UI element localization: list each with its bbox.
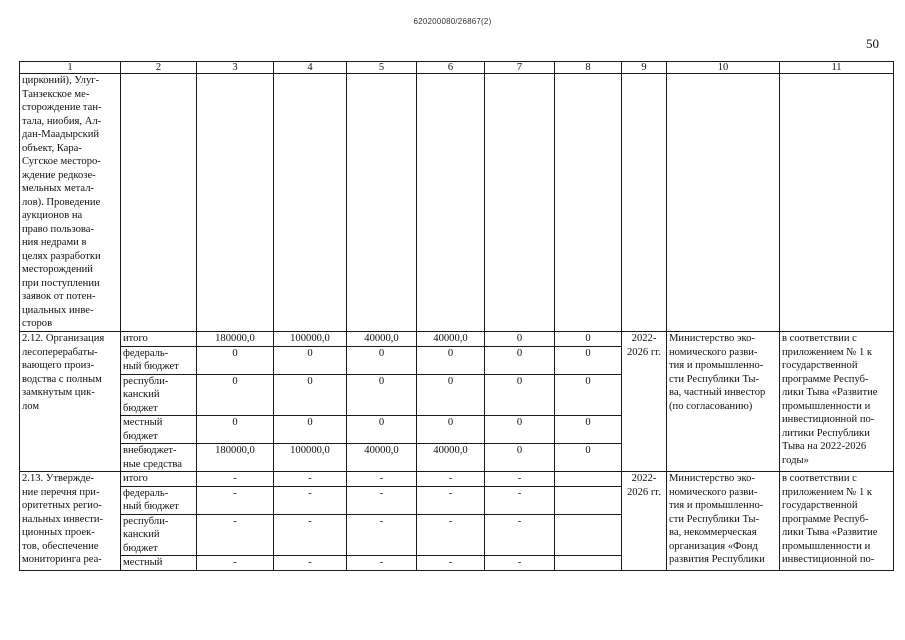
column-number: 10 [667,62,780,74]
value-cell: 40000,0 [347,332,417,347]
value-cell: - [485,556,555,571]
value-cell: 180000,0 [197,332,274,347]
value-cell: - [274,514,347,556]
funding-source: итого [121,332,197,347]
value-cell: 0 [197,416,274,444]
funding-source: местный [121,556,197,571]
value-cell: - [485,472,555,487]
value-cell: 0 [555,416,622,444]
value-cell: - [197,514,274,556]
measure-name-2-12: 2.12. Организация лесоперерабаты- вающего произ- водства с полным замкнутым цик- лом [20,332,121,472]
program-table [19,61,894,571]
value-cell: 0 [485,444,555,472]
value-cell: - [197,486,274,514]
value-cell: 0 [347,416,417,444]
funding-source: республи- канский бюджет [121,374,197,416]
executor-2-13: Министерство эко- номического разви- тия и промышленно- сти Республики Ты- ва, некоммерческая организация «Фонд развития Республики [667,472,780,571]
funding-source: итого [121,472,197,487]
funding-source: федераль- ный бюджет [121,346,197,374]
measure-name-2-13: 2.13. Утвержде- ние перечня при- оритетных регио- нальных инвести- ционных проек- тов, обеспечение мониторинга реа- [20,472,121,571]
value-cell: 0 [485,416,555,444]
funding-source: федераль- ный бюджет [121,486,197,514]
value-cell: 40000,0 [417,332,485,347]
value-cell: - [274,556,347,571]
years-2-12: 2022- 2026 гг. [622,332,667,472]
continuation-text: цирконий), Улуг- Танзекское ме- сторождение тан- тала, ниобия, Ал- дан-Маадырский объект, Кара- Сугское месторо- ждение редкозе- мельных метал- лов). Проведение аукционов на право пользова- ния недрами в целях разработки месторождений при поступлении заявок от потен- циальных инве- сторов [20,74,121,332]
value-cell: 0 [417,346,485,374]
value-cell: - [417,556,485,571]
value-cell: - [347,514,417,556]
value-cell: 0 [555,332,622,347]
column-number: 11 [780,62,894,74]
value-cell: - [347,486,417,514]
value-cell: - [485,514,555,556]
value-cell: - [274,472,347,487]
column-number: 2 [121,62,197,74]
value-cell: 0 [555,346,622,374]
value-cell: 0 [417,374,485,416]
value-cell: - [485,486,555,514]
value-cell: - [417,514,485,556]
table-row [20,332,894,347]
continuation-row [20,74,894,332]
value-cell [555,556,622,571]
value-cell: 0 [197,346,274,374]
column-number-row [20,62,894,74]
value-cell: - [347,556,417,571]
value-cell: - [197,556,274,571]
value-cell: - [347,472,417,487]
basis-2-12: в соответствии с приложением № 1 к государственной программе Респуб- лики Тыва «Развитие промышленности и инвестиционной по- литики Республики Тыва на 2022-2026 годы» [780,332,894,472]
value-cell: 0 [197,374,274,416]
funding-source: местный бюджет [121,416,197,444]
value-cell: - [197,472,274,487]
value-cell: 0 [485,374,555,416]
document-id: 620200080/26867(2) [413,17,492,26]
basis-2-13: в соответствии с приложением № 1 к государственной программе Респуб- лики Тыва «Развитие промышленности и инвестиционной по- [780,472,894,571]
value-cell: - [417,486,485,514]
value-cell [555,486,622,514]
value-cell: 0 [555,374,622,416]
column-number: 4 [274,62,347,74]
column-number: 1 [20,62,121,74]
value-cell: 40000,0 [347,444,417,472]
value-cell: 0 [555,444,622,472]
years-2-13: 2022- 2026 гг. [622,472,667,571]
value-cell: 180000,0 [197,444,274,472]
value-cell: 0 [274,346,347,374]
column-number: 5 [347,62,417,74]
value-cell: - [417,472,485,487]
page-number: 50 [866,36,879,51]
column-number: 8 [555,62,622,74]
funding-source: внебюджет- ные средства [121,444,197,472]
value-cell: 0 [485,332,555,347]
value-cell: 0 [347,374,417,416]
value-cell: - [274,486,347,514]
value-cell: 40000,0 [417,444,485,472]
value-cell: 0 [274,374,347,416]
column-number: 6 [417,62,485,74]
value-cell [555,472,622,487]
value-cell: 100000,0 [274,444,347,472]
value-cell [555,514,622,556]
value-cell: 0 [347,346,417,374]
funding-source: республи- канский бюджет [121,514,197,556]
executor-2-12: Министерство эко- номического разви- тия и промышленно- сти Республики Ты- ва, частный инвестор (по согласованию) [667,332,780,472]
column-number: 9 [622,62,667,74]
value-cell: 0 [485,346,555,374]
value-cell: 0 [417,416,485,444]
value-cell: 0 [274,416,347,444]
value-cell: 100000,0 [274,332,347,347]
column-number: 7 [485,62,555,74]
table-row [20,472,894,487]
column-number: 3 [197,62,274,74]
